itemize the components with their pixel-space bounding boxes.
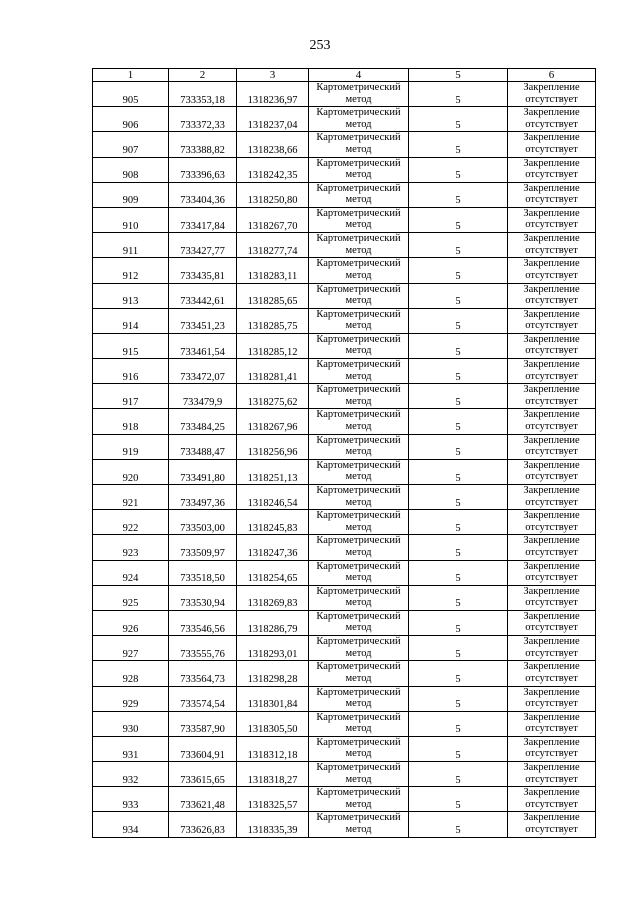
method-cell: Картометрический метод — [309, 132, 409, 157]
x-coordinate-cell: 733491,80 — [169, 459, 237, 484]
point-number-cell: 911 — [93, 233, 169, 258]
table-row — [93, 711, 596, 736]
method-cell: Картометрический метод — [309, 711, 409, 736]
y-coordinate-cell: 1318301,84 — [237, 686, 309, 711]
table-row — [93, 107, 596, 132]
column-header: 2 — [169, 69, 237, 82]
fixing-cell: Закрепление отсутствует — [508, 711, 596, 736]
method-cell: Картометрический метод — [309, 560, 409, 585]
y-coordinate-cell: 1318335,39 — [237, 812, 309, 837]
point-number-cell: 905 — [93, 82, 169, 107]
accuracy-cell: 5 — [409, 207, 508, 232]
x-coordinate-cell: 733461,54 — [169, 333, 237, 358]
accuracy-cell: 5 — [409, 585, 508, 610]
point-number-cell: 913 — [93, 283, 169, 308]
fixing-cell: Закрепление отсутствует — [508, 510, 596, 535]
y-coordinate-cell: 1318236,97 — [237, 82, 309, 107]
method-cell: Картометрический метод — [309, 459, 409, 484]
accuracy-cell: 5 — [409, 182, 508, 207]
point-number-cell: 921 — [93, 485, 169, 510]
table-row — [93, 459, 596, 484]
x-coordinate-cell: 733530,94 — [169, 585, 237, 610]
accuracy-cell: 5 — [409, 132, 508, 157]
table-row — [93, 762, 596, 787]
x-coordinate-cell: 733615,65 — [169, 762, 237, 787]
fixing-cell: Закрепление отсутствует — [508, 409, 596, 434]
fixing-cell: Закрепление отсутствует — [508, 535, 596, 560]
accuracy-cell: 5 — [409, 711, 508, 736]
accuracy-cell: 5 — [409, 610, 508, 635]
method-cell: Картометрический метод — [309, 82, 409, 107]
accuracy-cell: 5 — [409, 686, 508, 711]
method-cell: Картометрический метод — [309, 384, 409, 409]
y-coordinate-cell: 1318318,27 — [237, 762, 309, 787]
y-coordinate-cell: 1318283,11 — [237, 258, 309, 283]
table-row — [93, 636, 596, 661]
accuracy-cell: 5 — [409, 233, 508, 258]
x-coordinate-cell: 733479,9 — [169, 384, 237, 409]
table-row — [93, 585, 596, 610]
x-coordinate-cell: 733404,36 — [169, 182, 237, 207]
column-header: 1 — [93, 69, 169, 82]
point-number-cell: 928 — [93, 661, 169, 686]
x-coordinate-cell: 733353,18 — [169, 82, 237, 107]
y-coordinate-cell: 1318251,13 — [237, 459, 309, 484]
method-cell: Картометрический метод — [309, 510, 409, 535]
column-header: 4 — [309, 69, 409, 82]
point-number-cell: 927 — [93, 636, 169, 661]
x-coordinate-cell: 733546,56 — [169, 610, 237, 635]
table-row — [93, 409, 596, 434]
method-cell: Картометрический метод — [309, 787, 409, 812]
method-cell: Картометрический метод — [309, 333, 409, 358]
y-coordinate-cell: 1318246,54 — [237, 485, 309, 510]
table-row — [93, 207, 596, 232]
y-coordinate-cell: 1318247,36 — [237, 535, 309, 560]
y-coordinate-cell: 1318267,96 — [237, 409, 309, 434]
point-number-cell: 931 — [93, 736, 169, 761]
fixing-cell: Закрепление отсутствует — [508, 132, 596, 157]
point-number-cell: 912 — [93, 258, 169, 283]
table-row — [93, 510, 596, 535]
fixing-cell: Закрепление отсутствует — [508, 258, 596, 283]
x-coordinate-cell: 733451,23 — [169, 308, 237, 333]
method-cell: Картометрический метод — [309, 485, 409, 510]
y-coordinate-cell: 1318256,96 — [237, 434, 309, 459]
accuracy-cell: 5 — [409, 459, 508, 484]
table-row — [93, 661, 596, 686]
fixing-cell: Закрепление отсутствует — [508, 661, 596, 686]
page-number: 253 — [309, 38, 331, 53]
y-coordinate-cell: 1318245,83 — [237, 510, 309, 535]
method-cell: Картометрический метод — [309, 182, 409, 207]
table-row — [93, 157, 596, 182]
method-cell: Картометрический метод — [309, 736, 409, 761]
x-coordinate-cell: 733574,54 — [169, 686, 237, 711]
table-row — [93, 233, 596, 258]
method-cell: Картометрический метод — [309, 535, 409, 560]
fixing-cell: Закрепление отсутствует — [508, 82, 596, 107]
point-number-cell: 917 — [93, 384, 169, 409]
point-number-cell: 932 — [93, 762, 169, 787]
table-row — [93, 736, 596, 761]
x-coordinate-cell: 733372,33 — [169, 107, 237, 132]
method-cell: Картометрический метод — [309, 762, 409, 787]
fixing-cell: Закрепление отсутствует — [508, 686, 596, 711]
y-coordinate-cell: 1318325,57 — [237, 787, 309, 812]
fixing-cell: Закрепление отсутствует — [508, 585, 596, 610]
fixing-cell: Закрепление отсутствует — [508, 434, 596, 459]
table-row — [93, 82, 596, 107]
y-coordinate-cell: 1318238,66 — [237, 132, 309, 157]
method-cell: Картометрический метод — [309, 107, 409, 132]
point-number-cell: 918 — [93, 409, 169, 434]
accuracy-cell: 5 — [409, 409, 508, 434]
fixing-cell: Закрепление отсутствует — [508, 207, 596, 232]
fixing-cell: Закрепление отсутствует — [508, 384, 596, 409]
y-coordinate-cell: 1318312,18 — [237, 736, 309, 761]
y-coordinate-cell: 1318281,41 — [237, 359, 309, 384]
method-cell: Картометрический метод — [309, 661, 409, 686]
accuracy-cell: 5 — [409, 812, 508, 837]
point-number-cell: 915 — [93, 333, 169, 358]
table-row — [93, 812, 596, 837]
point-number-cell: 916 — [93, 359, 169, 384]
method-cell: Картометрический метод — [309, 812, 409, 837]
accuracy-cell: 5 — [409, 434, 508, 459]
x-coordinate-cell: 733621,48 — [169, 787, 237, 812]
accuracy-cell: 5 — [409, 384, 508, 409]
table-row — [93, 359, 596, 384]
point-number-cell: 926 — [93, 610, 169, 635]
method-cell: Картометрический метод — [309, 585, 409, 610]
x-coordinate-cell: 733396,63 — [169, 157, 237, 182]
y-coordinate-cell: 1318285,65 — [237, 283, 309, 308]
point-number-cell: 919 — [93, 434, 169, 459]
fixing-cell: Закрепление отсутствует — [508, 636, 596, 661]
table-row — [93, 308, 596, 333]
accuracy-cell: 5 — [409, 308, 508, 333]
point-number-cell: 922 — [93, 510, 169, 535]
point-number-cell: 933 — [93, 787, 169, 812]
y-coordinate-cell: 1318275,62 — [237, 384, 309, 409]
accuracy-cell: 5 — [409, 258, 508, 283]
method-cell: Картометрический метод — [309, 233, 409, 258]
x-coordinate-cell: 733626,83 — [169, 812, 237, 837]
x-coordinate-cell: 733388,82 — [169, 132, 237, 157]
x-coordinate-cell: 733427,77 — [169, 233, 237, 258]
y-coordinate-cell: 1318237,04 — [237, 107, 309, 132]
method-cell: Картометрический метод — [309, 686, 409, 711]
method-cell: Картометрический метод — [309, 308, 409, 333]
fixing-cell: Закрепление отсутствует — [508, 283, 596, 308]
fixing-cell: Закрепление отсутствует — [508, 459, 596, 484]
table-row — [93, 610, 596, 635]
y-coordinate-cell: 1318250,80 — [237, 182, 309, 207]
accuracy-cell: 5 — [409, 283, 508, 308]
fixing-cell: Закрепление отсутствует — [508, 233, 596, 258]
accuracy-cell: 5 — [409, 736, 508, 761]
accuracy-cell: 5 — [409, 661, 508, 686]
point-number-cell: 908 — [93, 157, 169, 182]
point-number-cell: 924 — [93, 560, 169, 585]
fixing-cell: Закрепление отсутствует — [508, 485, 596, 510]
fixing-cell: Закрепление отсутствует — [508, 560, 596, 585]
y-coordinate-cell: 1318242,35 — [237, 157, 309, 182]
x-coordinate-cell: 733442,61 — [169, 283, 237, 308]
accuracy-cell: 5 — [409, 157, 508, 182]
y-coordinate-cell: 1318277,74 — [237, 233, 309, 258]
table-row — [93, 132, 596, 157]
method-cell: Картометрический метод — [309, 359, 409, 384]
accuracy-cell: 5 — [409, 535, 508, 560]
point-number-cell: 909 — [93, 182, 169, 207]
table-row — [93, 686, 596, 711]
method-cell: Картометрический метод — [309, 610, 409, 635]
y-coordinate-cell: 1318285,12 — [237, 333, 309, 358]
y-coordinate-cell: 1318269,83 — [237, 585, 309, 610]
table-row — [93, 485, 596, 510]
x-coordinate-cell: 733484,25 — [169, 409, 237, 434]
fixing-cell: Закрепление отсутствует — [508, 333, 596, 358]
x-coordinate-cell: 733503,00 — [169, 510, 237, 535]
y-coordinate-cell: 1318298,28 — [237, 661, 309, 686]
point-number-cell: 923 — [93, 535, 169, 560]
accuracy-cell: 5 — [409, 560, 508, 585]
x-coordinate-cell: 733518,50 — [169, 560, 237, 585]
x-coordinate-cell: 733488,47 — [169, 434, 237, 459]
table-row — [93, 434, 596, 459]
fixing-cell: Закрепление отсутствует — [508, 157, 596, 182]
point-number-cell: 925 — [93, 585, 169, 610]
point-number-cell: 920 — [93, 459, 169, 484]
y-coordinate-cell: 1318286,79 — [237, 610, 309, 635]
accuracy-cell: 5 — [409, 485, 508, 510]
accuracy-cell: 5 — [409, 510, 508, 535]
x-coordinate-cell: 733435,81 — [169, 258, 237, 283]
table-row — [93, 535, 596, 560]
method-cell: Картометрический метод — [309, 207, 409, 232]
table-row — [93, 787, 596, 812]
fixing-cell: Закрепление отсутствует — [508, 610, 596, 635]
table-header-row — [93, 69, 596, 82]
x-coordinate-cell: 733472,07 — [169, 359, 237, 384]
y-coordinate-cell: 1318293,01 — [237, 636, 309, 661]
table-row — [93, 283, 596, 308]
column-header: 6 — [508, 69, 596, 82]
method-cell: Картометрический метод — [309, 434, 409, 459]
point-number-cell: 934 — [93, 812, 169, 837]
x-coordinate-cell: 733497,36 — [169, 485, 237, 510]
accuracy-cell: 5 — [409, 636, 508, 661]
y-coordinate-cell: 1318267,70 — [237, 207, 309, 232]
method-cell: Картометрический метод — [309, 283, 409, 308]
coordinates-table — [92, 68, 596, 838]
method-cell: Картометрический метод — [309, 258, 409, 283]
point-number-cell: 910 — [93, 207, 169, 232]
fixing-cell: Закрепление отсутствует — [508, 762, 596, 787]
fixing-cell: Закрепление отсутствует — [508, 107, 596, 132]
table-row — [93, 258, 596, 283]
x-coordinate-cell: 733417,84 — [169, 207, 237, 232]
fixing-cell: Закрепление отсутствует — [508, 787, 596, 812]
accuracy-cell: 5 — [409, 333, 508, 358]
column-header: 3 — [237, 69, 309, 82]
y-coordinate-cell: 1318305,50 — [237, 711, 309, 736]
table-row — [93, 333, 596, 358]
accuracy-cell: 5 — [409, 359, 508, 384]
y-coordinate-cell: 1318254,65 — [237, 560, 309, 585]
accuracy-cell: 5 — [409, 787, 508, 812]
fixing-cell: Закрепление отсутствует — [508, 736, 596, 761]
method-cell: Картометрический метод — [309, 157, 409, 182]
accuracy-cell: 5 — [409, 762, 508, 787]
method-cell: Картометрический метод — [309, 409, 409, 434]
point-number-cell: 914 — [93, 308, 169, 333]
x-coordinate-cell: 733564,73 — [169, 661, 237, 686]
x-coordinate-cell: 733587,90 — [169, 711, 237, 736]
x-coordinate-cell: 733555,76 — [169, 636, 237, 661]
x-coordinate-cell: 733509,97 — [169, 535, 237, 560]
point-number-cell: 929 — [93, 686, 169, 711]
table-row — [93, 384, 596, 409]
table-row — [93, 182, 596, 207]
point-number-cell: 906 — [93, 107, 169, 132]
fixing-cell: Закрепление отсутствует — [508, 182, 596, 207]
fixing-cell: Закрепление отсутствует — [508, 359, 596, 384]
point-number-cell: 930 — [93, 711, 169, 736]
fixing-cell: Закрепление отсутствует — [508, 308, 596, 333]
accuracy-cell: 5 — [409, 107, 508, 132]
column-header: 5 — [409, 69, 508, 82]
table-body — [93, 82, 596, 838]
x-coordinate-cell: 733604,91 — [169, 736, 237, 761]
fixing-cell: Закрепление отсутствует — [508, 812, 596, 837]
point-number-cell: 907 — [93, 132, 169, 157]
table-row — [93, 560, 596, 585]
y-coordinate-cell: 1318285,75 — [237, 308, 309, 333]
accuracy-cell: 5 — [409, 82, 508, 107]
method-cell: Картометрический метод — [309, 636, 409, 661]
